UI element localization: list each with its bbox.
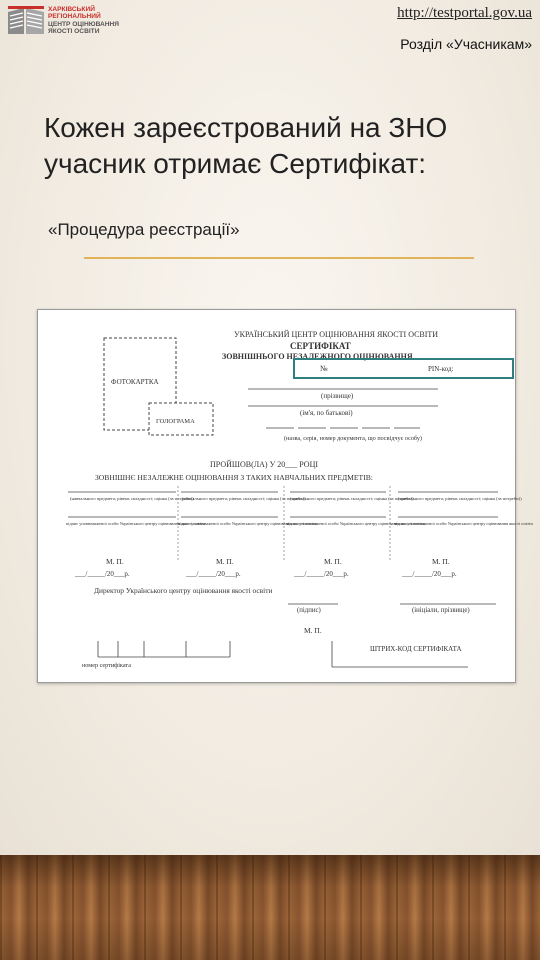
certificate-drawing	[38, 310, 533, 682]
hologram-label: ГОЛОГРАМА	[156, 418, 195, 425]
column-sign-caption: підпис уповноваженої особи Українського центру оцінювання якості освіти	[286, 521, 425, 526]
column-sign-caption: підпис уповноваженої особи Українського центру оцінювання якості освіти	[66, 521, 205, 526]
logo-line-3: ЦЕНТР ОЦІНЮВАННЯ	[48, 20, 120, 28]
surname-caption: (прізвище)	[321, 392, 354, 400]
cert-org: УКРАЇНСЬКИЙ ЦЕНТР ОЦІНЮВАННЯ ЯКОСТІ ОСВІТИ	[234, 330, 439, 339]
initials-caption: (ініціали, прізвище)	[412, 607, 470, 614]
director-caption: Директор Українського центру оцінювання якості освіти	[94, 586, 273, 595]
column-mp: М. П.	[432, 557, 450, 566]
column-sign-caption: підпис уповноваженої особи Українського центру оцінювання якості освіти	[394, 521, 533, 526]
column-date: ___/_____/20___р.	[294, 570, 349, 578]
subject-column-3	[286, 492, 426, 578]
cert-pin-label: PIN-код:	[428, 365, 454, 373]
slide-title: Кожен зареєстрований на ЗНО учасник отримає Сертифікат:	[44, 112, 448, 179]
column-mp: М. П.	[324, 557, 342, 566]
exam-line: ЗОВНІШНЄ НЕЗАЛЕЖНЕ ОЦІНЮВАННЯ З ТАКИХ НАВЧАЛЬНИХ ПРЕДМЕТІВ:	[95, 473, 373, 482]
signature-caption: (підпис)	[297, 607, 321, 614]
cert-number-caption: номер сертифіката	[82, 662, 131, 669]
column-date: ___/_____/20___р.	[186, 570, 241, 578]
column-subject-caption: (навчального предмета; рівень складності; оцінка (за потреби))	[398, 496, 522, 501]
testportal-link[interactable]: http://testportal.gov.ua	[397, 5, 532, 21]
subject-column-1	[66, 492, 206, 578]
center-logo	[6, 4, 146, 38]
passed-line: ПРОЙШОВ(ЛА) У 20___ РОЦІ	[210, 460, 319, 469]
column-subject-caption: (навчального предмета; рівень складності; оцінка (за потреби))	[182, 496, 306, 501]
certificate-sample	[37, 309, 533, 683]
column-date: ___/_____/20___р.	[75, 570, 130, 578]
cert-number-label: №	[320, 364, 328, 373]
decorative-rule	[84, 257, 474, 259]
wooden-floor-decoration	[0, 855, 540, 960]
photo-label: ФОТОКАРТКА	[111, 378, 159, 386]
column-mp: М. П.	[216, 557, 234, 566]
director-mp: М. П.	[304, 626, 322, 635]
subject-column-4	[394, 492, 534, 578]
logo-line-2: РЕГІОНАЛЬНИЙ	[48, 13, 101, 21]
cert-number-boxes	[98, 641, 230, 657]
barcode-caption-line1: ШТРИХ-КОД СЕРТИФІКАТА	[370, 645, 462, 653]
logo-line-4: ЯКОСТІ ОСВІТИ	[48, 28, 100, 36]
logo-line-1: ХАРКІВСЬКИЙ	[48, 6, 95, 13]
section-label: Розділ «Учасникам»	[400, 36, 532, 52]
slide-subtitle: «Процедура реєстрації»	[48, 220, 240, 239]
column-subject-caption: (навчального предмета; рівень складності; оцінка (за потреби))	[290, 496, 414, 501]
cert-subheading: ЗОВНІШНЬОГО НЕЗАЛЕЖНОГО ОЦІНЮВАННЯ	[222, 352, 413, 361]
subject-column-2	[178, 492, 318, 578]
column-subject-caption: (навчального предмета; рівень складності; оцінка (за потреби))	[70, 496, 194, 501]
name-caption: (ім'я, по батькові)	[300, 409, 353, 417]
cert-heading: СЕРТИФІКАТ	[290, 341, 351, 351]
column-date: ___/_____/20___р.	[402, 570, 457, 578]
column-sign-caption: підпис уповноваженої особи Українського центру оцінювання якості освіти	[178, 521, 317, 526]
column-mp: М. П.	[106, 557, 124, 566]
passport-caption: (назва, серія, номер документа, що посвідчує особу)	[284, 435, 422, 442]
book-logo-icon	[6, 4, 46, 38]
